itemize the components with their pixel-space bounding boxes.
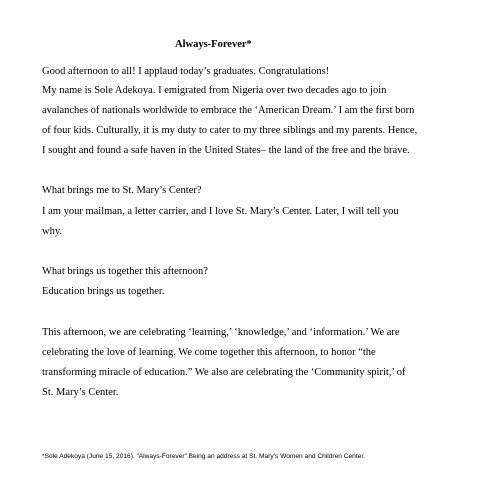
text-line-mailman-2: why. [42, 226, 63, 237]
text-line-question-1: What brings me to St. Mary’s Center? [42, 185, 202, 196]
text-line-greeting: Good afternoon to all! I applaud today’s graduates. Congratulations! [42, 66, 330, 77]
text-line-intro-2: avalanches of nationals worldwide to embrace the ‘American Dream.’ I am the first born [42, 105, 415, 116]
text-line-celebrating-2: celebrating the love of learning. We come together this afternoon, to honor “the [42, 347, 376, 358]
text-line-celebrating-3: transforming miracle of education.” We also are celebrating the ‘Community spirit,’ of [42, 367, 406, 378]
text-line-celebrating-1: This afternoon, we are celebrating ‘learning,’ ‘knowledge,’ and ‘information.’ We are [42, 327, 400, 338]
text-line-celebrating-4: St. Mary’s Center. [42, 387, 119, 398]
text-line-intro-3: of four kids. Culturally, it is my duty to cater to my three siblings and my parents. Hence, [42, 125, 418, 136]
footnote: *Sole Adekoya (June 15, 2016). “Always-Forever” Being an address at St. Mary’s Women and Children Center. [42, 453, 366, 460]
text-line-intro-4: I sought and found a safe haven in the United States– the land of the free and the brave. [42, 145, 410, 156]
text-line-education: Education brings us together. [42, 286, 165, 297]
text-line-mailman-1: I am your mailman, a letter carrier, and I love St. Mary’s Center. Later, I will tell you [42, 206, 399, 217]
text-line-question-2: What brings us together this afternoon? [42, 266, 208, 277]
document-title: Always-Forever* [175, 39, 252, 50]
text-line-intro-1: My name is Sole Adekoya. I emigrated from Nigeria over two decades ago to join [42, 85, 387, 96]
